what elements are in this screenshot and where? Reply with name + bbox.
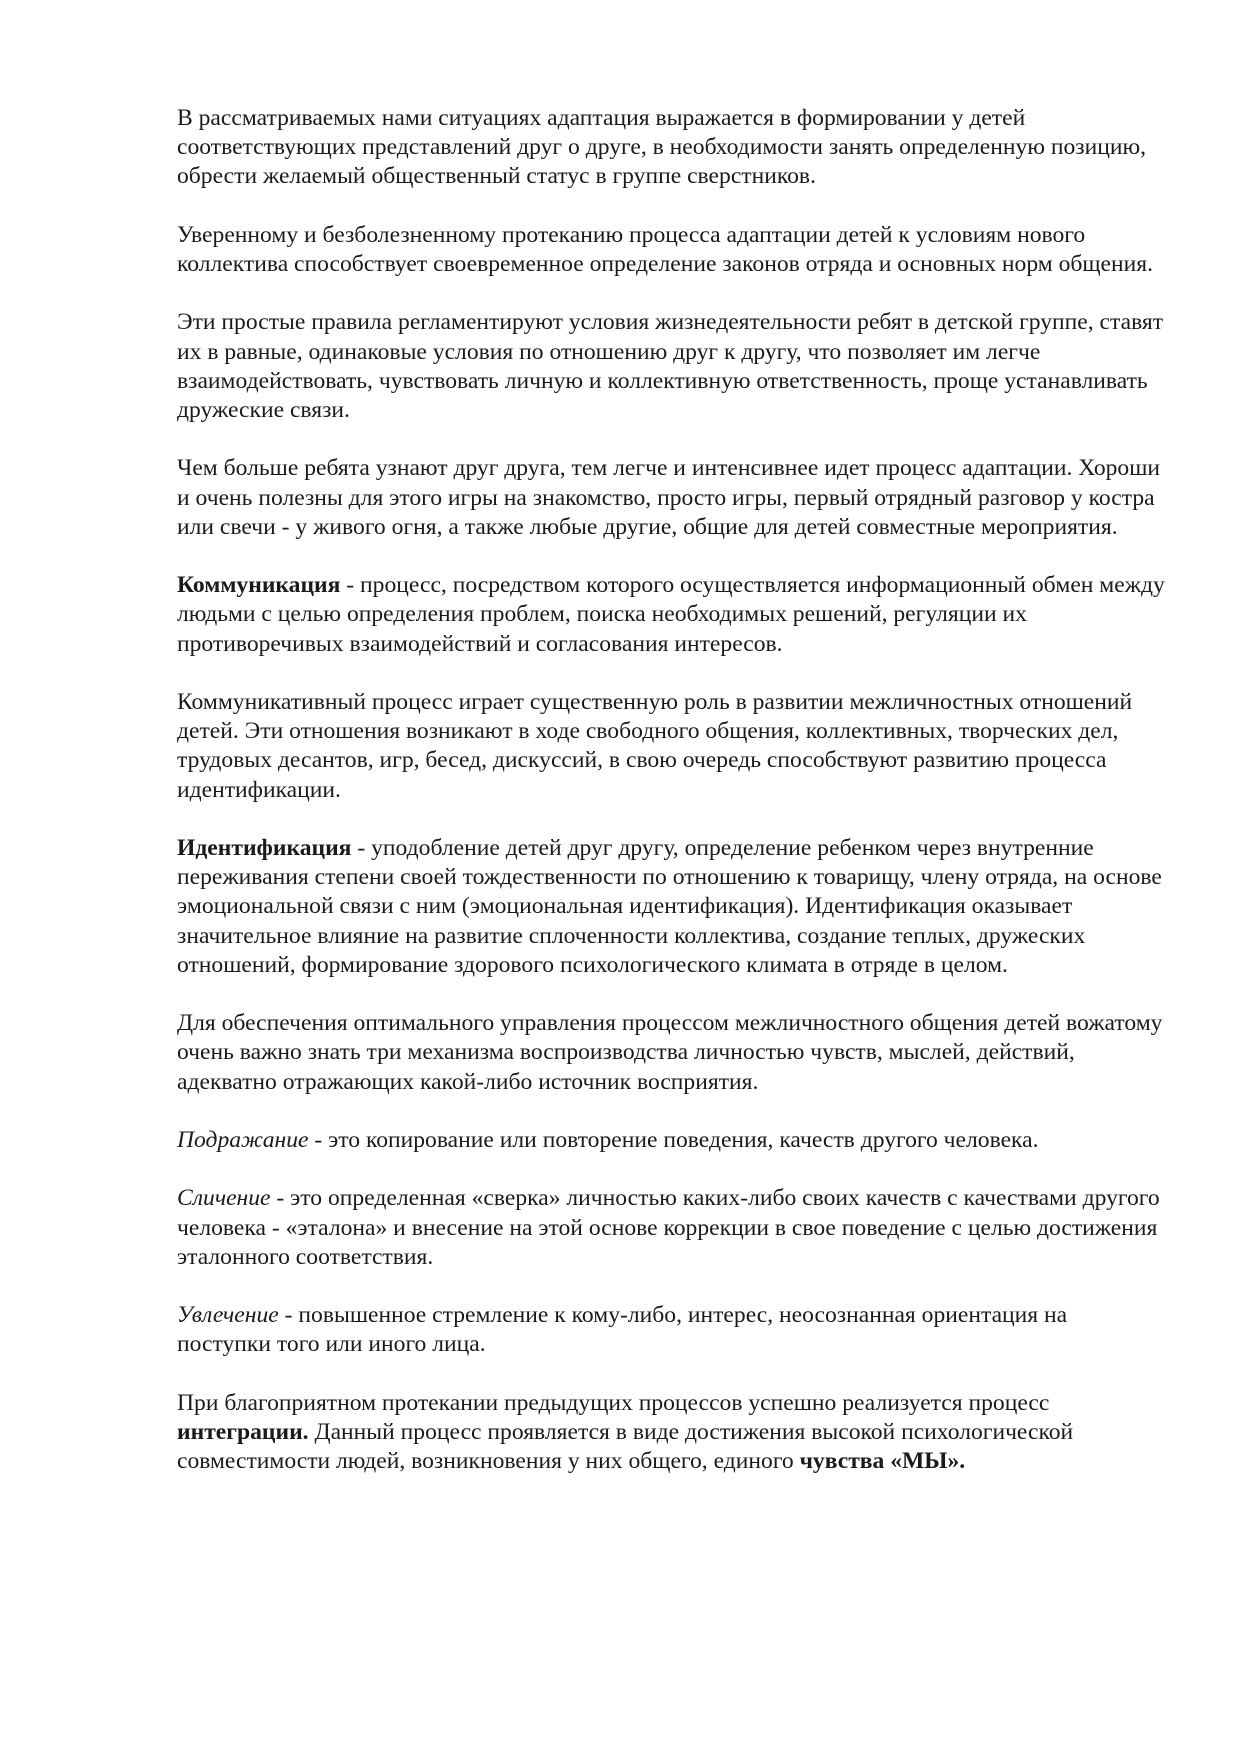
paragraph-text: Коммуникативный процесс играет существенную роль в развитии межличностных отношений детей. Эти отношения возникают в ходе свободного общения, коллективных, творческих дел, трудовых десантов, игр, бесед, дискуссий, в свою очередь способствуют развитию процесса идентификации. [177, 688, 1133, 803]
term-comparison: Сличение [177, 1185, 271, 1212]
paragraph-text: Эти простые правила регламентируют условия жизнедеятельности ребят в детской группе, ставят их в равные, одинаковые условия по отношению друг к другу, что позволяет им легче взаимодействовать, чувствовать личную и коллективную ответственность, проще устанавливать дружеские связи. [177, 309, 1164, 423]
document-page [177, 104, 1167, 1476]
paragraph-text: - повышенное стремление к кому-либо, интерес, неосознанная ориентация на поступки того или иного лица. [177, 1302, 1068, 1358]
term-identification: Идентификация [177, 834, 352, 861]
term-communication: Коммуникация [177, 572, 341, 599]
paragraph-identification-definition [177, 834, 1167, 980]
paragraph-text: - это определенная «сверка» личностью каких-либо своих качеств с качествами другого человека - «эталона» и внесение на этой основе коррекции в свое поведение с целью достижения эталонного соответствия. [177, 1185, 1160, 1270]
paragraph-communication-definition [177, 571, 1167, 659]
term-integration: интеграции. [177, 1418, 309, 1445]
term-we-feeling: чувства «МЫ». [799, 1448, 966, 1475]
paragraph-text: При благоприятном протекании предыдущих процессов успешно реализуется процесс [177, 1389, 1050, 1416]
paragraph-simple-rules [177, 308, 1167, 425]
paragraph-adaptation-norms [177, 221, 1167, 279]
paragraph-comparison-definition [177, 1184, 1167, 1272]
term-enthusiasm: Увлечение [177, 1302, 279, 1329]
paragraph-getting-to-know [177, 454, 1167, 542]
paragraph-adaptation-intro [177, 104, 1167, 192]
paragraph-text: Для обеспечения оптимального управления процессом межличностного общения детей вожатому очень важно знать три механизма воспроизводства личностью чувств, мыслей, действий, адекватно отражающих какой-либо источник восприятия. [177, 1010, 1163, 1095]
paragraph-text: - процесс, посредством которого осуществляется информационный обмен между людьми с целью определения проблем, поиска необходимых решений, регуляции их противоречивых взаимодействий и согласования интересов. [177, 572, 1165, 657]
paragraph-text: Данный процесс проявляется в виде достижения высокой психологической совместимости людей, возникновения у них общего, единого [177, 1418, 1074, 1475]
paragraph-text: Уверенному и безболезненному протеканию процесса адаптации детей к условиям нового коллектива способствует своевременное определение законов отряда и основных норм общения. [177, 221, 1154, 277]
paragraph-imitation-definition [177, 1126, 1167, 1155]
paragraph-text: Чем больше ребята узнают друг друга, тем легче и интенсивнее идет процесс адаптации. Хороши и очень полезны для этого игры на знакомство, просто игры, первый отрядный разговор у костра или свечи - у живого огня, а также любые другие, общие для детей совместные мероприятия. [177, 455, 1161, 540]
paragraph-enthusiasm-definition [177, 1301, 1167, 1359]
paragraph-text: - уподобление детей друг другу, определение ребенком через внутренние переживания степени своей тождественности по отношению к товарищу, члену отряда, на основе эмоциональной связи с ним (эмоциональная идентификация). Идентификация оказывает значительное влияние на развитие сплоченности коллектива, создание теплых, дружеских отношений, формирование здорового психологического климата в отряде в целом. [177, 834, 1162, 978]
paragraph-integration [177, 1389, 1167, 1477]
paragraph-text: - это копирование или повторение поведения, качеств другого человека. [308, 1126, 1039, 1153]
paragraph-three-mechanisms [177, 1009, 1167, 1097]
paragraph-text: В рассматриваемых нами ситуациях адаптация выражается в формировании у детей соответствующих представлений друг о друге, в необходимости занять определенную позицию, обрести желаемый общественный статус в группе сверстников. [177, 105, 1147, 190]
paragraph-communicative-process [177, 688, 1167, 805]
term-imitation: Подражание [177, 1126, 309, 1153]
